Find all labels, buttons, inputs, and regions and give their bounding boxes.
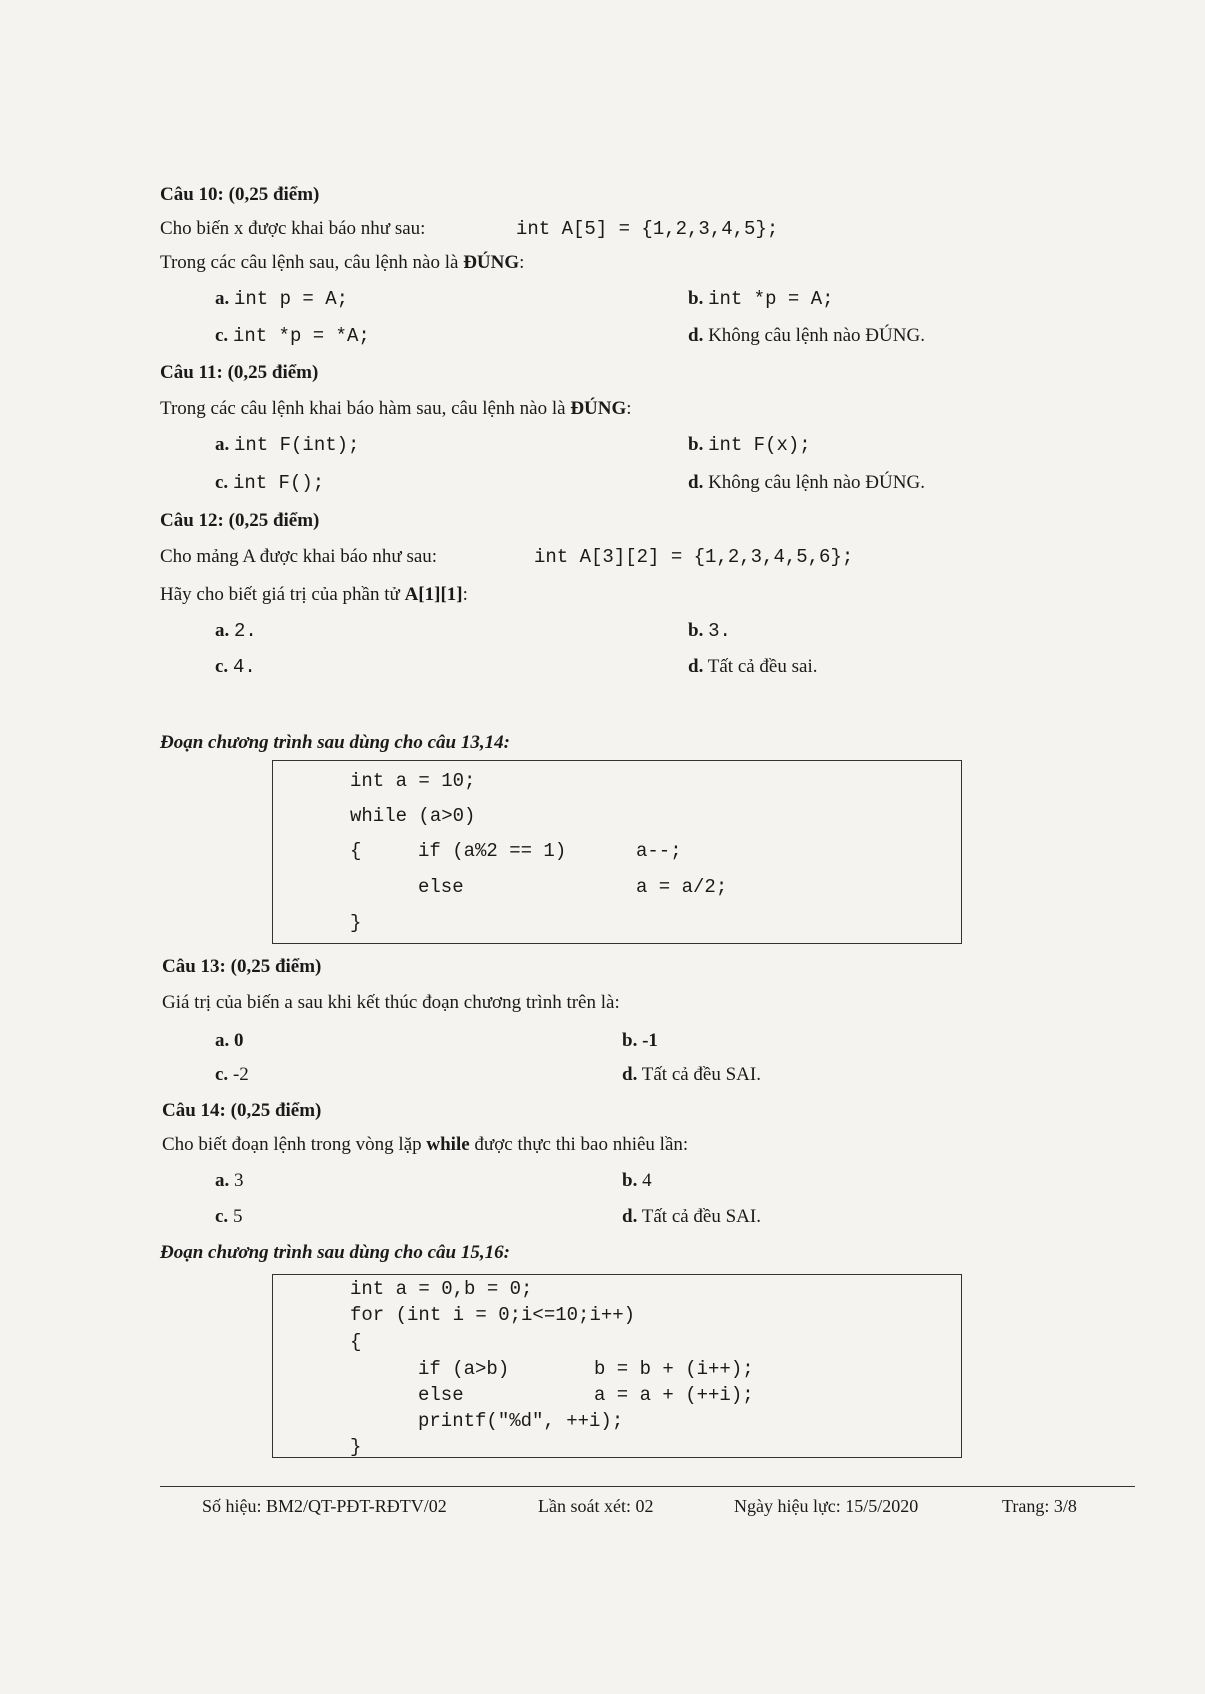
option-label: a. (215, 1030, 230, 1051)
option-text: -1 (642, 1030, 658, 1051)
q10-title: Câu 10: (0,25 điểm) (160, 184, 320, 205)
q10-prompt: Cho biến x được khai báo như sau: (160, 218, 426, 239)
footer-effective-date: Ngày hiệu lực: 15/5/2020 (734, 1496, 919, 1516)
option-label: d. (688, 472, 704, 493)
option-text: 4. (232, 656, 256, 678)
q11-title: Câu 11: (0,25 điểm) (160, 362, 319, 383)
q12-code: int A[3][2] = {1,2,3,4,5,6}; (534, 546, 854, 568)
option-label: a. (215, 620, 230, 641)
option-text: Không câu lệnh nào ĐÚNG. (708, 472, 925, 493)
q12-option-a (215, 620, 257, 642)
q12-title: Câu 12: (0,25 điểm) (160, 510, 320, 531)
q12-sub-suffix: : (462, 584, 468, 605)
q10-sub-bold: ĐÚNG (463, 252, 520, 273)
q10-option-d (688, 325, 925, 347)
option-label: d. (622, 1064, 638, 1085)
code-line: a--; (636, 840, 682, 862)
option-label: c. (215, 1206, 229, 1227)
option-label: c. (215, 1064, 229, 1085)
code-line: { (350, 840, 362, 862)
footer-page-number: Trang: 3/8 (1002, 1496, 1077, 1516)
q14-prompt-bold: while (426, 1134, 470, 1155)
option-text: int p = A; (234, 288, 349, 310)
q11-prompt-suffix: : (626, 398, 632, 419)
option-label: b. (688, 620, 704, 641)
option-text: 3. (708, 620, 731, 642)
q11-option-b (688, 434, 811, 456)
option-label: a. (215, 434, 230, 455)
option-label: b. (688, 288, 704, 309)
q12-option-c (215, 656, 256, 678)
option-text: int F(); (232, 472, 325, 494)
option-label: d. (688, 656, 704, 677)
code-line: } (350, 912, 362, 934)
code-line: int a = 10; (350, 770, 476, 792)
q13-option-a (215, 1030, 244, 1052)
code-line: } (350, 1436, 362, 1458)
option-label: c. (215, 472, 229, 493)
q13-option-c (215, 1064, 249, 1086)
snippet1-heading: Đoạn chương trình sau dùng cho câu 13,14: (160, 732, 510, 753)
q10-sub-prefix: Trong các câu lệnh sau, câu lệnh nào là (160, 252, 459, 273)
q10-sub-suffix: : (519, 252, 525, 273)
q12-option-d (688, 656, 817, 678)
option-text: 2. (234, 620, 257, 642)
option-label: b. (622, 1170, 638, 1191)
option-text: 5 (232, 1206, 243, 1227)
code-line: else (418, 876, 464, 898)
q12-subprompt (160, 584, 468, 606)
q14-option-c (215, 1206, 242, 1228)
code-line: if (a>b) (418, 1358, 510, 1380)
q11-option-a (215, 434, 359, 456)
code-line: while (a>0) (350, 805, 476, 827)
option-text: Tất cả đều SAI. (641, 1206, 761, 1227)
option-text: Không câu lệnh nào ĐÚNG. (708, 325, 925, 346)
code-line: for (int i = 0;i<=10;i++) (350, 1304, 636, 1326)
footer-rule (160, 1486, 1135, 1487)
q11-prompt-prefix: Trong các câu lệnh khai báo hàm sau, câu lệnh nào là (160, 398, 566, 419)
q11-option-d (688, 472, 925, 494)
option-label: d. (622, 1206, 638, 1227)
q14-prompt-suffix: được thực thi bao nhiêu lần: (474, 1134, 689, 1155)
option-text: int F(int); (234, 434, 360, 456)
snippet2-heading: Đoạn chương trình sau dùng cho câu 15,16: (160, 1242, 510, 1263)
q13-option-d (622, 1064, 761, 1086)
q14-option-b (622, 1170, 652, 1192)
q11-prompt-bold: ĐÚNG (570, 398, 627, 419)
code-line: printf("%d", ++i); (418, 1410, 624, 1432)
option-label: c. (215, 656, 229, 677)
q10-option-b (688, 288, 834, 310)
option-text: 3 (234, 1170, 244, 1191)
option-text: Tất cả đều SAI. (641, 1064, 761, 1085)
code-line: if (a%2 == 1) (418, 840, 567, 862)
option-text: -2 (232, 1064, 249, 1085)
footer-doc-code: Số hiệu: BM2/QT-PĐT-RĐTV/02 (202, 1496, 447, 1516)
code-line: a = a/2; (636, 876, 728, 898)
q14-prompt (162, 1134, 688, 1156)
option-label: a. (215, 1170, 230, 1191)
q14-title: Câu 14: (0,25 điểm) (162, 1100, 322, 1121)
q13-prompt: Giá trị của biến a sau khi kết thúc đoạn chương trình trên là: (162, 992, 620, 1013)
option-text: int *p = *A; (232, 325, 370, 347)
q12-sub-prefix: Hãy cho biết giá trị của phần tử (160, 584, 400, 605)
q14-option-a (215, 1170, 244, 1192)
option-text: int F(x); (708, 434, 811, 456)
q12-sub-bold: A[1][1] (404, 584, 463, 605)
option-text: 4 (642, 1170, 652, 1191)
option-label: b. (622, 1030, 638, 1051)
q11-option-c (215, 472, 324, 494)
q10-option-a (215, 288, 348, 310)
option-text: int *p = A; (708, 288, 834, 310)
option-label: c. (215, 325, 229, 346)
option-label: a. (215, 288, 230, 309)
q11-prompt (160, 398, 632, 420)
code-line: b = b + (i++); (594, 1358, 754, 1380)
q13-option-b (622, 1030, 658, 1052)
code-line: a = a + (++i); (594, 1384, 754, 1406)
q10-option-c (215, 325, 370, 347)
q12-option-b (688, 620, 731, 642)
q10-code: int A[5] = {1,2,3,4,5}; (516, 218, 779, 240)
q13-title: Câu 13: (0,25 điểm) (162, 956, 322, 977)
code-line: else (418, 1384, 464, 1406)
option-label: d. (688, 325, 704, 346)
option-label: b. (688, 434, 704, 455)
q10-subprompt (160, 252, 524, 274)
q12-prompt: Cho mảng A được khai báo như sau: (160, 546, 438, 567)
q14-prompt-prefix: Cho biết đoạn lệnh trong vòng lặp (162, 1134, 422, 1155)
option-text: 0 (234, 1030, 244, 1051)
code-line: { (350, 1331, 362, 1353)
code-line: int a = 0,b = 0; (350, 1278, 533, 1300)
footer-revision: Lần soát xét: 02 (538, 1496, 654, 1516)
q14-option-d (622, 1206, 761, 1228)
option-text: Tất cả đều sai. (707, 656, 818, 677)
